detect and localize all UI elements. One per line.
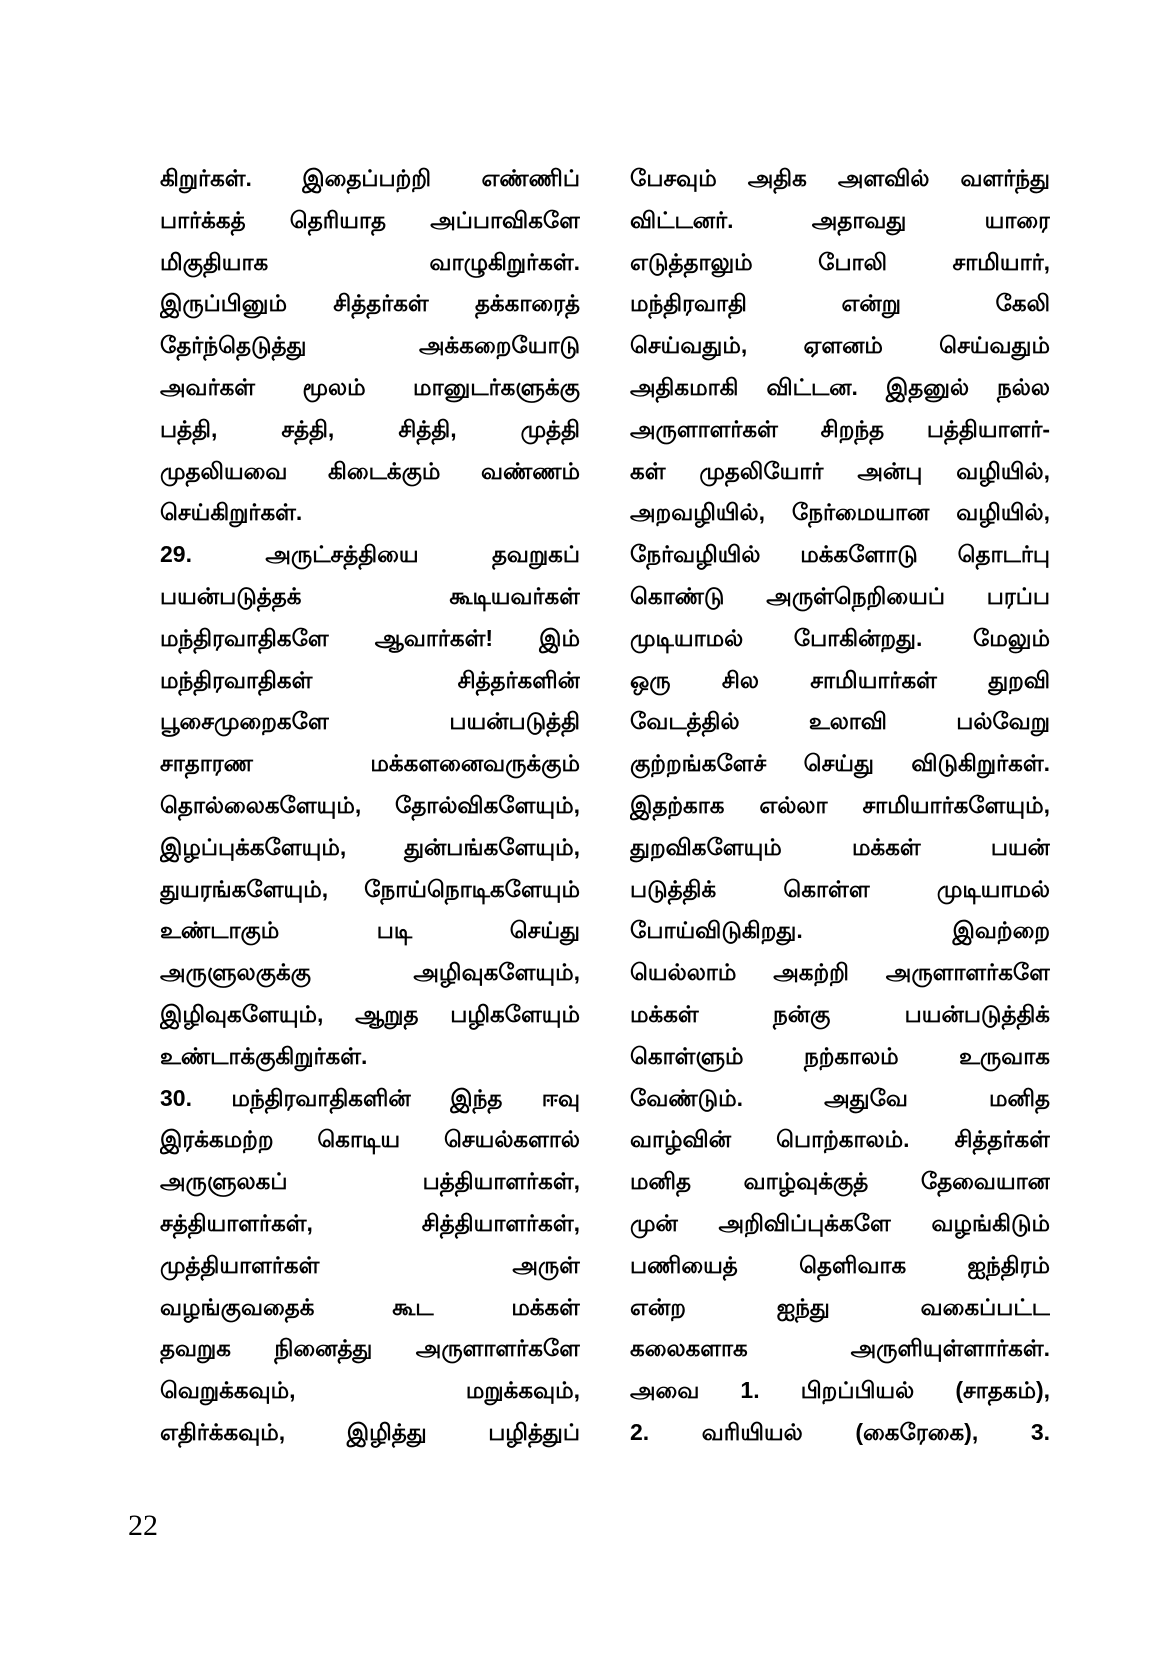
text-line: செய்கிறுர்கள்.: [160, 499, 303, 526]
text-line: முதலியவை கிடைக்கும் வண்ணம்: [160, 457, 580, 484]
text-line: அருளுலகப் பத்தியாளர்கள்,: [160, 1168, 580, 1195]
text-line: கொண்டு அருள்நெறியைப் பரப்ப: [630, 582, 1050, 609]
text-line: மந்திரவாதிகள் சித்தர்களின்: [160, 666, 580, 693]
text-line: கலைகளாக அருளியுள்ளார்கள்.: [630, 1335, 1050, 1362]
text-line: போய்விடுகிறது. இவற்றை: [630, 917, 1050, 944]
text-line: 30. மந்திரவாதிகளின் இந்த ஈவு: [160, 1084, 580, 1111]
text-line: செய்வதும், ஏளனம் செய்வதும்: [630, 332, 1050, 359]
text-line: இதற்காக எல்லா சாமியார்களேயும்,: [630, 791, 1050, 818]
text-line: அருளுலகுக்கு அழிவுகளேயும்,: [160, 959, 580, 986]
text-line: படுத்திக் கொள்ள முடியாமல்: [630, 875, 1050, 902]
text-line: 29. அருட்சத்தியை தவறுகப்: [160, 541, 580, 568]
text-line: உண்டாக்குகிறுர்கள்.: [160, 1042, 368, 1069]
text-line: எதிர்க்கவும், இழித்து பழித்துப்: [160, 1418, 580, 1445]
text-line: வெறுக்கவும், மறுக்கவும்,: [160, 1377, 580, 1404]
text-line: உண்டாகும் படி செய்து: [160, 917, 580, 944]
text-line: யெல்லாம் அகற்றி அருளாளர்களே: [630, 959, 1050, 986]
text-line: அவர்கள் மூலம் மானுடர்களுக்கு: [160, 373, 580, 400]
text-line: சாதாரண மக்களனைவருக்கும்: [160, 750, 580, 777]
text-line: ஒரு சில சாமியார்கள் துறவி: [630, 666, 1050, 693]
text-line: பேசவும் அதிக அளவில் வளர்ந்து: [630, 165, 1050, 191]
text-line: தொல்லைகளேயும், தோல்விகளேயும்,: [160, 791, 580, 818]
text-line: இரக்கமற்ற கொடிய செயல்களால்: [160, 1126, 580, 1153]
text-line: மனித வாழ்வுக்குத் தேவையான: [630, 1168, 1050, 1195]
text-line: அருளாளர்கள் சிறந்த பத்தியாளர்-: [630, 415, 1050, 442]
page-number: 22: [128, 1509, 158, 1542]
text-line: வாழ்வின் பொற்காலம். சித்தர்கள்: [630, 1126, 1050, 1153]
text-line: மந்திரவாதிகளே ஆவார்கள்! இம்: [160, 624, 580, 651]
text-line: மிகுதியாக வாழுகிறுர்கள்.: [160, 248, 580, 275]
text-line: அதிகமாகி விட்டன. இதனுல் நல்ல: [630, 373, 1050, 400]
text-line: குற்றங்களேச் செய்து விடுகிறுர்கள்.: [630, 750, 1050, 777]
text-line: முடியாமல் போகின்றது. மேலும்: [630, 624, 1050, 651]
text-line: கொள்ளும் நற்காலம் உருவாக: [630, 1042, 1050, 1069]
text-line: பணியைத் தெளிவாக ஐந்திரம்: [630, 1251, 1050, 1278]
text-line: துயரங்களேயும், நோய்நொடிகளேயும்: [160, 875, 580, 902]
text-line: அவை 1. பிறப்பியல் (சாதகம்),: [630, 1377, 1050, 1404]
text-line: எடுத்தாலும் போலி சாமியார்,: [630, 248, 1050, 275]
text-line: நேர்வழியில் மக்களோடு தொடர்பு: [630, 541, 1050, 568]
text-line: விட்டனர். அதாவது யாரை: [630, 206, 1050, 233]
text-line: தவறுக நினைத்து அருளாளர்களே: [160, 1335, 580, 1362]
text-line: தேர்ந்தெடுத்து அக்கறையோடு: [160, 332, 580, 359]
text-line: முன் அறிவிப்புக்களே வழங்கிடும்: [630, 1209, 1050, 1236]
text-line: வழங்குவதைக் கூட மக்கள்: [160, 1293, 580, 1320]
text-line: பூசைமுறைகளே பயன்படுத்தி: [160, 708, 580, 735]
text-line: இழப்புக்களேயும், துன்பங்களேயும்,: [160, 833, 580, 860]
text-line: சத்தியாளர்கள், சித்தியாளர்கள்,: [160, 1209, 580, 1236]
text-line: கள் முதலியோர் அன்பு வழியில்,: [630, 457, 1050, 484]
text-line: வேடத்தில் உலாவி பல்வேறு: [630, 708, 1050, 735]
text-line: 2. வரியியல் (கைரேகை), 3.: [630, 1418, 1050, 1445]
text-line: இழிவுகளேயும், ஆறுத பழிகளேயும்: [160, 1000, 580, 1027]
left-text-column: [160, 158, 580, 1454]
text-line: பயன்படுத்தக் கூடியவர்கள்: [160, 582, 580, 609]
text-line: துறவிகளேயும் மக்கள் பயன்: [630, 833, 1050, 860]
text-line: வேண்டும். அதுவே மனித: [630, 1084, 1050, 1111]
text-line: பத்தி, சத்தி, சித்தி, முத்தி: [160, 415, 580, 442]
text-line: முத்தியாளர்கள் அருள்: [160, 1251, 580, 1278]
text-line: அறவழியில், நேர்மையான வழியில்,: [630, 499, 1050, 526]
right-text-column: [630, 158, 1050, 1454]
text-line: என்ற ஐந்து வகைப்பட்ட: [630, 1293, 1050, 1320]
text-line: கிறுர்கள். இதைப்பற்றி எண்ணிப்: [160, 165, 580, 191]
text-line: பார்க்கத் தெரியாத அப்பாவிகளே: [160, 206, 580, 233]
text-line: மக்கள் நன்கு பயன்படுத்திக்: [630, 1000, 1050, 1027]
text-line: இருப்பினும் சித்தர்கள் தக்காரைத்: [160, 290, 580, 317]
text-line: மந்திரவாதி என்று கேலி: [630, 290, 1050, 317]
